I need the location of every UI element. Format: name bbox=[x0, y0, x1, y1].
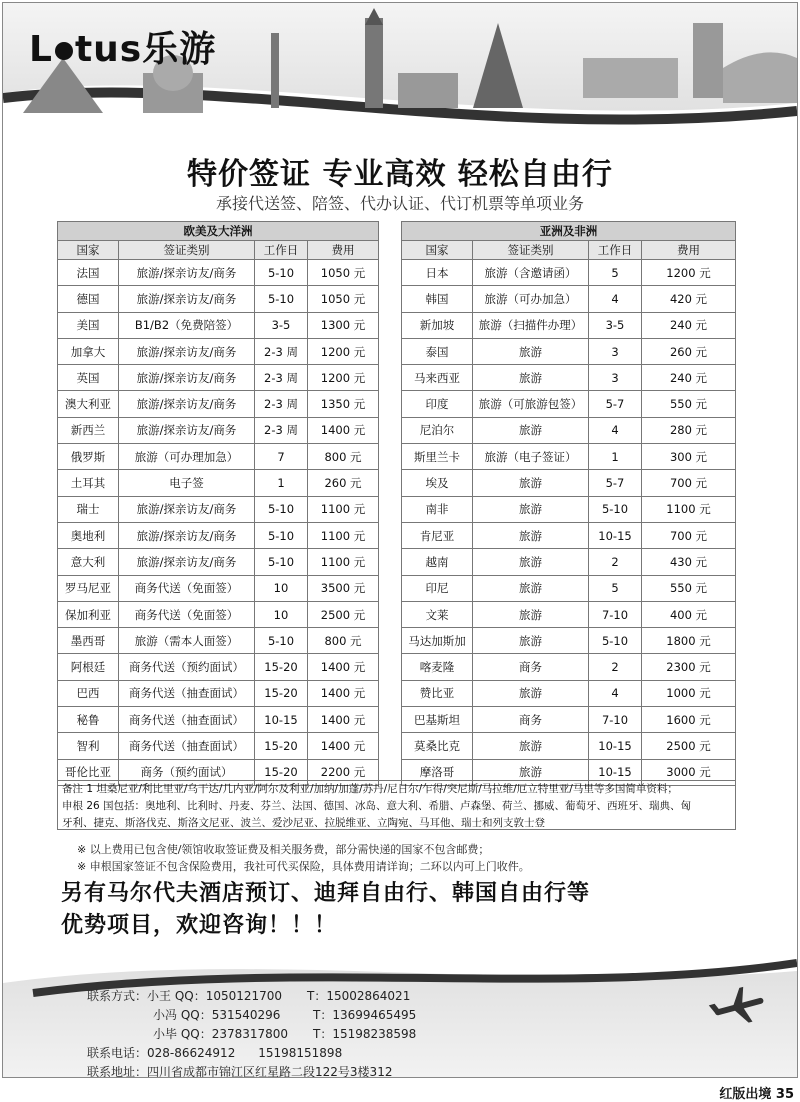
country-cell: 德国 bbox=[58, 286, 119, 312]
workdays-cell: 2 bbox=[589, 654, 642, 680]
contact-tel: T：13699465495 bbox=[313, 1008, 417, 1022]
workdays-cell: 5-10 bbox=[255, 260, 308, 286]
fee-cell: 3000 元 bbox=[642, 759, 736, 785]
table-row bbox=[402, 575, 736, 601]
region-header-right: 亚洲及非洲 bbox=[402, 222, 736, 241]
contact-tel: T：15198238598 bbox=[313, 1027, 417, 1041]
visa-type-cell: 旅游 bbox=[473, 365, 589, 391]
country-cell: 巴西 bbox=[58, 680, 119, 706]
col-workdays: 工作日 bbox=[255, 241, 308, 260]
visa-type-cell: 旅游（电子签证） bbox=[473, 444, 589, 470]
country-cell: 瑞士 bbox=[58, 496, 119, 522]
workdays-cell: 5 bbox=[589, 575, 642, 601]
fee-cell: 1200 元 bbox=[642, 260, 736, 286]
fee-cell: 280 元 bbox=[642, 417, 736, 443]
fee-cell: 1400 元 bbox=[308, 654, 379, 680]
fee-cell: 240 元 bbox=[642, 312, 736, 338]
contact-tel: T：15002864021 bbox=[307, 989, 411, 1003]
table-row bbox=[402, 628, 736, 654]
fee-cell: 1400 元 bbox=[308, 417, 379, 443]
footnotes bbox=[77, 841, 530, 875]
workdays-cell: 4 bbox=[589, 286, 642, 312]
fee-cell: 550 元 bbox=[642, 575, 736, 601]
table-row bbox=[58, 260, 379, 286]
visa-type-cell: 商务代送（抽查面试） bbox=[119, 707, 255, 733]
table-row bbox=[58, 496, 379, 522]
country-cell: 马达加斯加 bbox=[402, 628, 473, 654]
fee-cell: 240 元 bbox=[642, 365, 736, 391]
country-cell: 埃及 bbox=[402, 470, 473, 496]
workdays-cell: 10-15 bbox=[255, 707, 308, 733]
workdays-cell: 4 bbox=[589, 417, 642, 443]
contact-row bbox=[87, 987, 416, 1006]
workdays-cell: 5 bbox=[589, 260, 642, 286]
country-cell: 土耳其 bbox=[58, 470, 119, 496]
fee-cell: 1600 元 bbox=[642, 707, 736, 733]
workdays-cell: 4 bbox=[589, 680, 642, 706]
fee-cell: 1800 元 bbox=[642, 628, 736, 654]
country-cell: 新西兰 bbox=[58, 417, 119, 443]
visa-type-cell: 旅游 bbox=[473, 522, 589, 548]
visa-type-cell: 商务代送（预约面试） bbox=[119, 654, 255, 680]
table-row bbox=[58, 286, 379, 312]
fee-cell: 2200 元 bbox=[308, 759, 379, 785]
fee-cell: 1300 元 bbox=[308, 312, 379, 338]
country-cell: 越南 bbox=[402, 549, 473, 575]
visa-type-cell: 旅游/探亲访友/商务 bbox=[119, 338, 255, 364]
country-cell: 尼泊尔 bbox=[402, 417, 473, 443]
visa-type-cell: 电子签 bbox=[119, 470, 255, 496]
asia-africa-visa-table bbox=[401, 221, 736, 786]
workdays-cell: 2-3 周 bbox=[255, 417, 308, 443]
col-workdays: 工作日 bbox=[589, 241, 642, 260]
workdays-cell: 1 bbox=[589, 444, 642, 470]
country-cell: 意大利 bbox=[58, 549, 119, 575]
workdays-cell: 5-7 bbox=[589, 391, 642, 417]
visa-type-cell: 旅游/探亲访友/商务 bbox=[119, 260, 255, 286]
fee-cell: 700 元 bbox=[642, 470, 736, 496]
address: 四川省成都市锦江区红星路二段122号3楼312 bbox=[147, 1065, 393, 1078]
workdays-cell: 2 bbox=[589, 549, 642, 575]
contact-method-label: 联系方式： bbox=[87, 989, 148, 1003]
workdays-cell: 5-10 bbox=[255, 522, 308, 548]
contact-row bbox=[87, 1006, 416, 1025]
table-row bbox=[402, 496, 736, 522]
country-cell: 日本 bbox=[402, 260, 473, 286]
visa-type-cell: 旅游/探亲访友/商务 bbox=[119, 417, 255, 443]
country-cell: 澳大利亚 bbox=[58, 391, 119, 417]
visa-type-cell: 商务代送（抽查面试） bbox=[119, 733, 255, 759]
table-row bbox=[58, 733, 379, 759]
fee-cell: 260 元 bbox=[308, 470, 379, 496]
page-footer: 红版出境 35 bbox=[719, 1087, 794, 1102]
visa-type-cell: B1/B2（免费陪签） bbox=[119, 312, 255, 338]
table-row bbox=[402, 312, 736, 338]
country-cell: 英国 bbox=[58, 365, 119, 391]
visa-type-cell: 旅游（可办理加急） bbox=[119, 444, 255, 470]
fee-cell: 800 元 bbox=[308, 444, 379, 470]
logo-text: tus乐游 bbox=[74, 29, 217, 70]
promo-line: 另有马尔代夫酒店预订、迪拜自由行、韩国自由行等 bbox=[61, 881, 591, 906]
europe-oceania-visa-table bbox=[57, 221, 379, 786]
workdays-cell: 5-10 bbox=[589, 628, 642, 654]
header-banner bbox=[3, 3, 797, 138]
table-row bbox=[402, 470, 736, 496]
phone-label: 联系电话： bbox=[87, 1046, 148, 1060]
fee-cell: 300 元 bbox=[642, 444, 736, 470]
table-row bbox=[58, 707, 379, 733]
table-row bbox=[402, 444, 736, 470]
visa-type-cell: 旅游（扫描件办理） bbox=[473, 312, 589, 338]
table-row bbox=[402, 365, 736, 391]
country-cell: 斯里兰卡 bbox=[402, 444, 473, 470]
subheadline: 承接代送签、陪签、代办认证、代订机票等单项业务 bbox=[215, 194, 584, 213]
contact-row bbox=[87, 1025, 416, 1044]
visa-type-cell: 旅游（需本人面签） bbox=[119, 628, 255, 654]
col-visa-type: 签证类别 bbox=[119, 241, 255, 260]
workdays-cell: 15-20 bbox=[255, 680, 308, 706]
footnote-line: ※ 以上费用已包含使/领馆收取签证费及相关服务费，部分需快递的国家不包含邮费； bbox=[77, 843, 490, 856]
table-row bbox=[402, 707, 736, 733]
workdays-cell: 7-10 bbox=[589, 707, 642, 733]
fee-cell: 1400 元 bbox=[308, 733, 379, 759]
visa-type-cell: 旅游（可旅游包签） bbox=[473, 391, 589, 417]
table-row bbox=[58, 365, 379, 391]
visa-type-cell: 旅游/探亲访友/商务 bbox=[119, 286, 255, 312]
visa-type-cell: 商务代送（免面签） bbox=[119, 575, 255, 601]
fee-cell: 2500 元 bbox=[642, 733, 736, 759]
visa-type-cell: 旅游/探亲访友/商务 bbox=[119, 522, 255, 548]
col-visa-type: 签证类别 bbox=[473, 241, 589, 260]
visa-type-cell: 商务代送（抽查面试） bbox=[119, 680, 255, 706]
visa-type-cell: 旅游 bbox=[473, 759, 589, 785]
fee-cell: 2300 元 bbox=[642, 654, 736, 680]
table-row bbox=[402, 680, 736, 706]
workdays-cell: 10-15 bbox=[589, 733, 642, 759]
workdays-cell: 15-20 bbox=[255, 654, 308, 680]
country-cell: 印度 bbox=[402, 391, 473, 417]
country-cell: 喀麦隆 bbox=[402, 654, 473, 680]
fee-cell: 1050 元 bbox=[308, 286, 379, 312]
fee-cell: 1100 元 bbox=[308, 496, 379, 522]
visa-type-cell: 商务 bbox=[473, 654, 589, 680]
country-cell: 秘鲁 bbox=[58, 707, 119, 733]
visa-type-cell: 旅游/探亲访友/商务 bbox=[119, 549, 255, 575]
table-row bbox=[402, 286, 736, 312]
visa-type-cell: 旅游 bbox=[473, 549, 589, 575]
workdays-cell: 3-5 bbox=[255, 312, 308, 338]
workdays-cell: 5-10 bbox=[255, 286, 308, 312]
fee-cell: 3500 元 bbox=[308, 575, 379, 601]
table-row bbox=[58, 680, 379, 706]
workdays-cell: 3 bbox=[589, 338, 642, 364]
visa-type-cell: 旅游 bbox=[473, 338, 589, 364]
workdays-cell: 5-7 bbox=[589, 470, 642, 496]
visa-type-cell: 商务 bbox=[473, 707, 589, 733]
workdays-cell: 5-10 bbox=[589, 496, 642, 522]
fee-cell: 1200 元 bbox=[308, 338, 379, 364]
workdays-cell: 10 bbox=[255, 601, 308, 627]
fee-cell: 1200 元 bbox=[308, 365, 379, 391]
table-row bbox=[58, 601, 379, 627]
visa-type-cell: 商务（预约面试） bbox=[119, 759, 255, 785]
country-cell: 新加坡 bbox=[402, 312, 473, 338]
visa-type-cell: 旅游 bbox=[473, 417, 589, 443]
country-cell: 保加利亚 bbox=[58, 601, 119, 627]
workdays-cell: 5-10 bbox=[255, 496, 308, 522]
region-header-left: 欧美及大洋洲 bbox=[58, 222, 379, 241]
airplane-icon bbox=[706, 983, 767, 1032]
address-label: 联系地址： bbox=[87, 1065, 148, 1078]
col-fee: 费用 bbox=[308, 241, 379, 260]
country-cell: 法国 bbox=[58, 260, 119, 286]
visa-type-cell: 旅游/探亲访友/商务 bbox=[119, 365, 255, 391]
country-cell: 俄罗斯 bbox=[58, 444, 119, 470]
country-cell: 文莱 bbox=[402, 601, 473, 627]
country-cell: 罗马尼亚 bbox=[58, 575, 119, 601]
visa-type-cell: 旅游/探亲访友/商务 bbox=[119, 391, 255, 417]
fee-cell: 1350 元 bbox=[308, 391, 379, 417]
country-cell: 加拿大 bbox=[58, 338, 119, 364]
fee-cell: 1400 元 bbox=[308, 680, 379, 706]
workdays-cell: 1 bbox=[255, 470, 308, 496]
country-cell: 肯尼亚 bbox=[402, 522, 473, 548]
workdays-cell: 2-3 周 bbox=[255, 365, 308, 391]
workdays-cell: 3 bbox=[589, 365, 642, 391]
visa-type-cell: 商务代送（免面签） bbox=[119, 601, 255, 627]
workdays-cell: 3-5 bbox=[589, 312, 642, 338]
table-row bbox=[402, 260, 736, 286]
table-row bbox=[58, 470, 379, 496]
workdays-cell: 2-3 周 bbox=[255, 391, 308, 417]
workdays-cell: 7 bbox=[255, 444, 308, 470]
country-cell: 美国 bbox=[58, 312, 119, 338]
fee-cell: 420 元 bbox=[642, 286, 736, 312]
col-country: 国家 bbox=[402, 241, 473, 260]
country-cell: 智利 bbox=[58, 733, 119, 759]
fee-cell: 800 元 bbox=[308, 628, 379, 654]
country-cell: 哥伦比亚 bbox=[58, 759, 119, 785]
country-cell: 阿根廷 bbox=[58, 654, 119, 680]
table-row bbox=[402, 601, 736, 627]
visa-type-cell: 旅游 bbox=[473, 628, 589, 654]
visa-type-cell: 旅游（含邀请函） bbox=[473, 260, 589, 286]
fee-cell: 2500 元 bbox=[308, 601, 379, 627]
table-row bbox=[58, 312, 379, 338]
country-cell: 奥地利 bbox=[58, 522, 119, 548]
phone-number: 028-86624912 15198151898 bbox=[147, 1046, 343, 1060]
country-cell: 摩洛哥 bbox=[402, 759, 473, 785]
note-line: 备注 1 坦桑尼亚/利比里亚/乌干达/几内亚/阿尔及利亚/加纳/加蓬/苏丹/尼日尔/乍得/突尼斯/马拉维/厄立特里亚/马里等多国简单资料； bbox=[62, 783, 678, 795]
table-row bbox=[58, 338, 379, 364]
visa-type-cell: 旅游/探亲访友/商务 bbox=[119, 496, 255, 522]
workdays-cell: 7-10 bbox=[589, 601, 642, 627]
country-cell: 巴基斯坦 bbox=[402, 707, 473, 733]
country-cell: 泰国 bbox=[402, 338, 473, 364]
table-row bbox=[402, 417, 736, 443]
col-fee: 费用 bbox=[642, 241, 736, 260]
table-row bbox=[402, 654, 736, 680]
table-row bbox=[58, 522, 379, 548]
fee-cell: 700 元 bbox=[642, 522, 736, 548]
fee-cell: 400 元 bbox=[642, 601, 736, 627]
fee-cell: 1100 元 bbox=[642, 496, 736, 522]
headline: 特价签证 专业高效 轻松自由行 bbox=[187, 157, 613, 192]
fee-cell: 1100 元 bbox=[308, 549, 379, 575]
contact-qq: 小毕 QQ：2378317800 bbox=[153, 1027, 289, 1041]
visa-type-cell: 旅游 bbox=[473, 496, 589, 522]
country-cell: 韩国 bbox=[402, 286, 473, 312]
workdays-cell: 10-15 bbox=[589, 522, 642, 548]
promo-text bbox=[61, 878, 590, 942]
workdays-cell: 10-15 bbox=[589, 759, 642, 785]
contact-row bbox=[87, 1063, 416, 1078]
contact-qq: 小冯 QQ：531540296 bbox=[153, 1008, 281, 1022]
fee-cell: 1400 元 bbox=[308, 707, 379, 733]
visa-type-cell: 旅游 bbox=[473, 680, 589, 706]
visa-type-cell: 旅游 bbox=[473, 470, 589, 496]
table-row bbox=[58, 628, 379, 654]
country-cell: 马来西亚 bbox=[402, 365, 473, 391]
country-cell: 墨西哥 bbox=[58, 628, 119, 654]
workdays-cell: 15-20 bbox=[255, 759, 308, 785]
footnote-line: ※ 申根国家签证不包含保险费用，我社可代买保险，具体费用请详询；二环以内可上门收件。 bbox=[77, 860, 530, 873]
contact-info bbox=[87, 987, 416, 1078]
country-cell: 莫桑比克 bbox=[402, 733, 473, 759]
contact-row bbox=[87, 1044, 416, 1063]
table-row bbox=[58, 549, 379, 575]
note-line: 申根 26 国包括：奥地利、比利时、丹麦、芬兰、法国、德国、冰岛、意大利、希腊、卢森堡、荷兰、挪威、葡萄牙、西班牙、瑞典、匈 bbox=[62, 800, 692, 812]
note-line: 牙利、捷克、斯洛伐克、斯洛文尼亚、波兰、爱沙尼亚、拉脱维亚、立陶宛、马耳他、瑞士和列支敦士登 bbox=[62, 817, 545, 829]
fee-cell: 550 元 bbox=[642, 391, 736, 417]
workdays-cell: 5-10 bbox=[255, 628, 308, 654]
visa-type-cell: 旅游（可办加急） bbox=[473, 286, 589, 312]
fee-cell: 1100 元 bbox=[308, 522, 379, 548]
table-row bbox=[402, 338, 736, 364]
visa-type-cell: 旅游 bbox=[473, 733, 589, 759]
logo-letter: L bbox=[29, 29, 53, 70]
workdays-cell: 2-3 周 bbox=[255, 338, 308, 364]
fee-cell: 430 元 bbox=[642, 549, 736, 575]
fee-cell: 1000 元 bbox=[642, 680, 736, 706]
table-row bbox=[58, 444, 379, 470]
table-row bbox=[402, 733, 736, 759]
workdays-cell: 10 bbox=[255, 575, 308, 601]
country-cell: 赞比亚 bbox=[402, 680, 473, 706]
workdays-cell: 15-20 bbox=[255, 733, 308, 759]
table-row bbox=[58, 391, 379, 417]
lotus-logo bbox=[29, 21, 216, 72]
table-row bbox=[402, 522, 736, 548]
logo-dot bbox=[55, 42, 73, 60]
table-row bbox=[58, 417, 379, 443]
visa-type-cell: 旅游 bbox=[473, 575, 589, 601]
workdays-cell: 5-10 bbox=[255, 549, 308, 575]
country-cell: 南非 bbox=[402, 496, 473, 522]
contact-qq: 小王 QQ：1050121700 bbox=[147, 989, 283, 1003]
notes-box bbox=[57, 780, 736, 830]
promo-line: 优势项目，欢迎咨询！！！ bbox=[61, 913, 338, 938]
visa-type-cell: 旅游 bbox=[473, 601, 589, 627]
table-row bbox=[402, 391, 736, 417]
col-country: 国家 bbox=[58, 241, 119, 260]
table-row bbox=[58, 575, 379, 601]
fee-cell: 1050 元 bbox=[308, 260, 379, 286]
table-row bbox=[58, 654, 379, 680]
table-row bbox=[402, 549, 736, 575]
advertisement-page bbox=[2, 2, 798, 1078]
country-cell: 印尼 bbox=[402, 575, 473, 601]
fee-cell: 260 元 bbox=[642, 338, 736, 364]
